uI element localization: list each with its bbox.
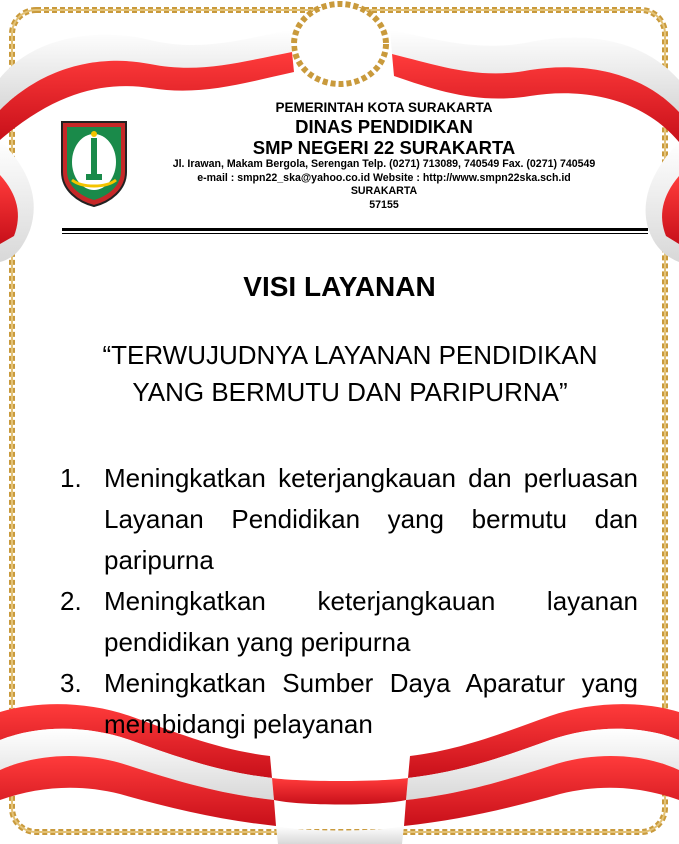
surakarta-city-emblem-icon bbox=[58, 118, 130, 208]
vision-line-2: YANG BERMUTU DAN PARIPURNA” bbox=[132, 377, 568, 407]
address-line: Jl. Irawan, Makam Bergola, Serengan Telp. (0271) 713089, 740549 Fax. (0271) 740549 bbox=[172, 158, 596, 170]
mission-item bbox=[60, 581, 638, 663]
mission-item bbox=[60, 458, 638, 581]
mission-number: 1. bbox=[60, 463, 82, 493]
mission-number: 2. bbox=[60, 586, 82, 616]
letterhead-text bbox=[138, 100, 630, 212]
vision-statement bbox=[60, 337, 640, 411]
mission-text: Meningkatkan Sumber Daya Aparatur yang membidangi pelayanan bbox=[104, 668, 638, 739]
letterhead bbox=[0, 0, 679, 240]
mission-list bbox=[60, 458, 638, 745]
school-name: SMP NEGERI 22 SURAKARTA bbox=[252, 137, 516, 158]
mission-number: 3. bbox=[60, 668, 82, 698]
letterhead-divider-thick bbox=[62, 228, 648, 231]
letterhead-divider-thin bbox=[62, 233, 648, 234]
page-title: VISI LAYANAN bbox=[243, 271, 436, 302]
mission-item bbox=[60, 663, 638, 745]
mission-text: Meningkatkan keterjangkauan layanan pendidikan yang peripurna bbox=[104, 586, 638, 657]
postal-code: 57155 bbox=[369, 198, 399, 211]
mission-text: Meningkatkan keterjangkauan dan perluasan Layanan Pendidikan yang bermutu dan paripurna bbox=[104, 463, 638, 575]
contact-line: e-mail : smpn22_ska@yahoo.co.id Website : http://www.smpn22ska.sch.id bbox=[197, 171, 571, 184]
city-name: SURAKARTA bbox=[350, 185, 418, 197]
vision-line-1: “TERWUJUDNYA LAYANAN PENDIDIKAN bbox=[102, 340, 598, 370]
government-name: PEMERINTAH KOTA SURAKARTA bbox=[275, 100, 493, 115]
department-name: DINAS PENDIDIKAN bbox=[295, 116, 473, 137]
